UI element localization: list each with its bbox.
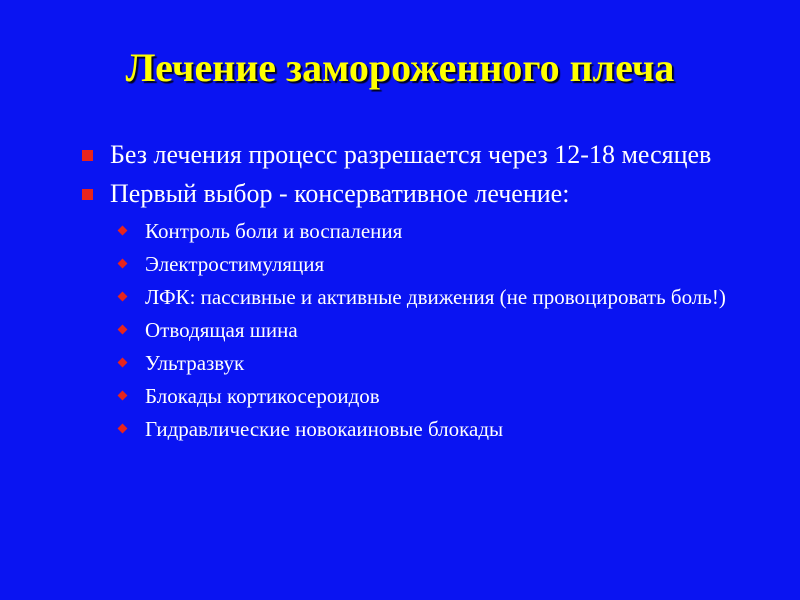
sub-bullet-text: Гидравлические новокаиновые блокады (145, 417, 504, 441)
sub-bullet-item (82, 350, 762, 376)
sub-bullet-item (82, 416, 762, 442)
sub-bullet-item (82, 317, 762, 343)
sub-bullet-text: Электростимуляция (145, 252, 325, 276)
bullet-item (82, 140, 762, 170)
sub-bullet-item (82, 284, 762, 310)
slide-title: Лечение замороженного плеча (125, 45, 675, 90)
sub-bullet-text: Отводящая шина (145, 318, 298, 342)
slide-content (82, 140, 762, 449)
red-diamond-bullet-icon (118, 325, 128, 335)
red-diamond-bullet-icon (118, 358, 128, 368)
red-diamond-bullet-icon (118, 424, 128, 434)
sub-bullet-item (82, 218, 762, 244)
bullet-text: Первый выбор - консервативное лечение: (110, 179, 570, 208)
sub-bullet-text: Контроль боли и воспаления (145, 219, 403, 243)
sub-bullet-text: Ультразвук (145, 351, 245, 375)
bullet-text: Без лечения процесс разрешается через 12-18 месяцев (110, 140, 712, 169)
red-diamond-bullet-icon (118, 226, 128, 236)
sub-bullet-text: Блокады кортикосероидов (145, 384, 380, 408)
red-square-bullet-icon (82, 150, 93, 161)
red-square-bullet-icon (82, 189, 93, 200)
sub-bullet-item (82, 383, 762, 409)
red-diamond-bullet-icon (118, 391, 128, 401)
red-diamond-bullet-icon (118, 292, 128, 302)
red-diamond-bullet-icon (118, 259, 128, 269)
sub-bullet-item (82, 251, 762, 277)
sub-bullet-text: ЛФК: пассивные и активные движения (не провоцировать боль!) (145, 285, 726, 309)
bullet-item (82, 179, 762, 209)
